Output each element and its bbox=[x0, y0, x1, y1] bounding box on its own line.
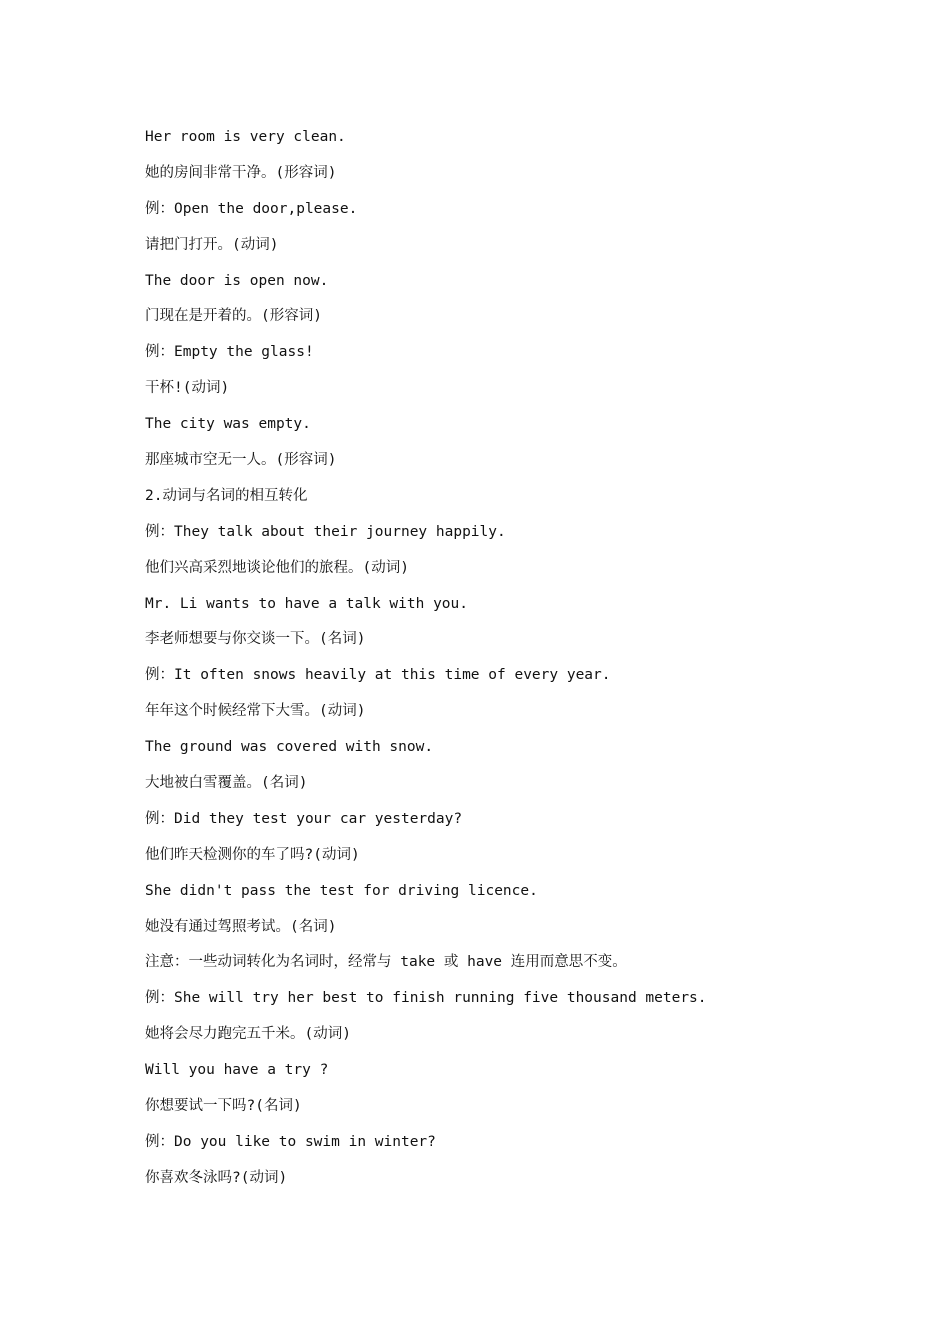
note-line: 注意：一些动词转化为名词时，经常与 take 或 have 连用而意思不变。 bbox=[145, 954, 627, 971]
text-line: 例：It often snows heavily at this time of every year. bbox=[145, 667, 611, 684]
text-line: 例：She will try her best to finish running five thousand meters. bbox=[145, 990, 707, 1007]
text-line: 例：Do you like to swim in winter? bbox=[145, 1133, 436, 1150]
text-line: 李老师想要与你交谈一下。(名词) bbox=[145, 631, 366, 648]
text-line: 那座城市空无一人。(形容词) bbox=[145, 452, 337, 469]
text-line: 她没有通过驾照考试。(名词) bbox=[145, 918, 337, 935]
text-line: Mr. Li wants to have a talk with you. bbox=[145, 595, 469, 612]
text-line: 他们昨天检测你的车了吗?(动词) bbox=[145, 846, 360, 863]
text-line: The city was empty. bbox=[145, 416, 311, 433]
text-line: 大地被白雪覆盖。(名词) bbox=[145, 775, 308, 792]
section-heading: 2.动词与名词的相互转化 bbox=[145, 487, 308, 504]
text-line: 例：They talk about their journey happily. bbox=[145, 523, 506, 540]
text-line: 门现在是开着的。(形容词) bbox=[145, 308, 322, 325]
document-body bbox=[145, 126, 845, 1203]
text-line: 例：Did they test your car yesterday? bbox=[145, 810, 463, 827]
text-line: 干杯!(动词) bbox=[145, 380, 230, 397]
text-line: 你喜欢冬泳吗?(动词) bbox=[145, 1169, 288, 1186]
text-line: 他们兴高采烈地谈论他们的旅程。(动词) bbox=[145, 559, 409, 576]
text-line: 年年这个时候经常下大雪。(动词) bbox=[145, 703, 366, 720]
text-line: She didn't pass the test for driving licence. bbox=[145, 882, 538, 899]
text-line: 你想要试一下吗?(名词) bbox=[145, 1098, 302, 1115]
text-line: 她的房间非常干净。(形容词) bbox=[145, 164, 337, 181]
text-line: The door is open now. bbox=[145, 272, 329, 289]
text-line: The ground was covered with snow. bbox=[145, 739, 434, 756]
text-line: 请把门打开。(动词) bbox=[145, 236, 279, 253]
text-line: 例：Empty the glass! bbox=[145, 344, 314, 361]
text-line: 例：Open the door,please. bbox=[145, 200, 358, 217]
text-line: Her room is very clean. bbox=[145, 129, 346, 145]
text-line: 她将会尽力跑完五千米。(动词) bbox=[145, 1026, 351, 1043]
text-line: Will you have a try ? bbox=[145, 1062, 329, 1079]
